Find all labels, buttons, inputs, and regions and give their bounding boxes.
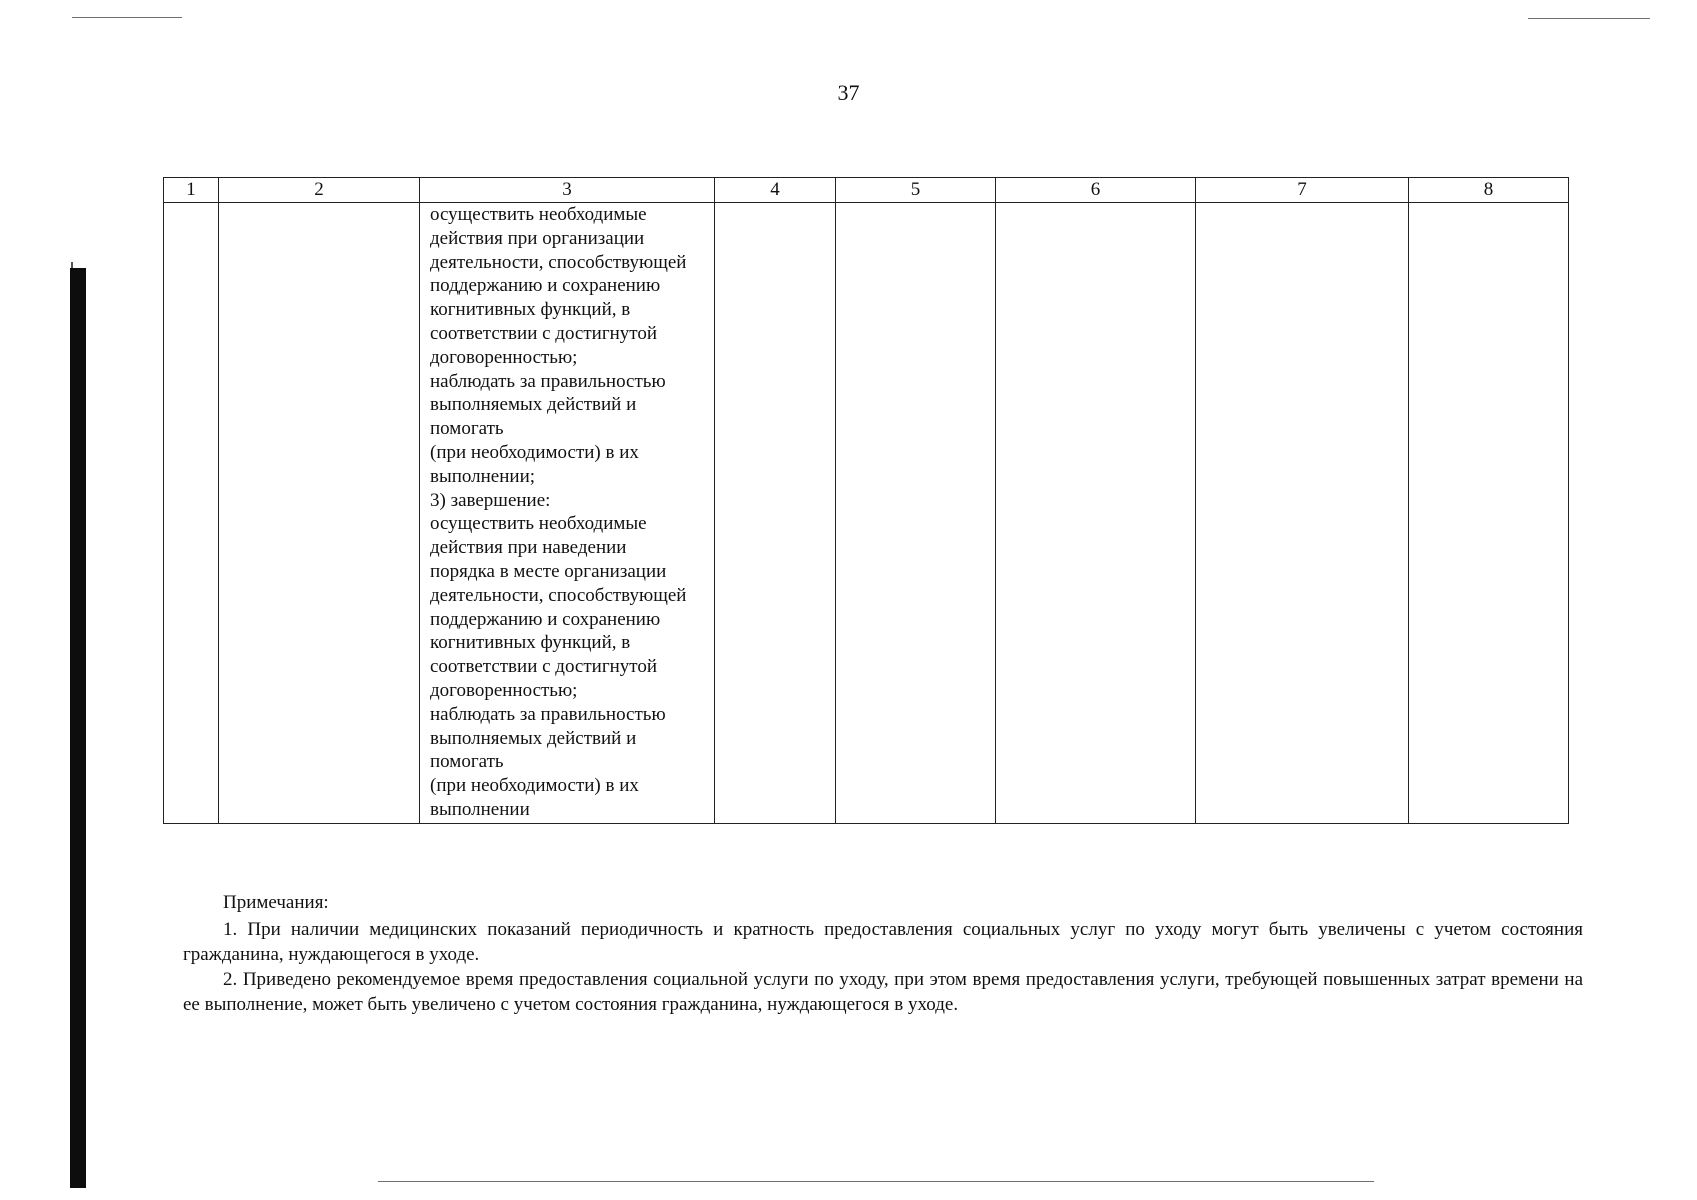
cell-col-4: [715, 203, 836, 824]
scan-edge-bottom: [378, 1181, 1374, 1182]
services-table: [163, 177, 1569, 824]
note-item-1: 1. При наличии медицинских показаний периодичность и кратность предоставления социальных услуг по уходу могут быть увеличены с учетом состояния гражданина, нуждающегося в уходе.: [183, 919, 1583, 965]
cell-col-3: [420, 203, 715, 824]
page-number: 37: [837, 80, 860, 105]
notes-title: Примечания:: [223, 892, 329, 913]
service-description-text: осуществить необходимые действия при организации деятельности, способствующей поддержанию и сохранению когнитивных функций, в соответствии с достигнутой договоренностью; наблюдать за правильностью выполняемых действий и помогать (при необходимости) в их выполнении; 3) завершение: осуществить необходимые действия при наведении порядка в месте организации деятельности, способствующей поддержанию и сохранению когнитивных функций, в соответствии с достигнутой договоренностью; наблюдать за правильностью выполняемых действий и помогать (при необходимости) в их выполнении: [430, 204, 687, 820]
column-header-4: 4: [715, 178, 836, 203]
scan-edge-top-left: [72, 17, 182, 18]
column-header-7: 7: [1196, 178, 1409, 203]
cell-col-2: [219, 203, 420, 824]
column-header-6: 6: [996, 178, 1196, 203]
cell-col-7: [1196, 203, 1409, 824]
scan-edge-top-right: [1528, 18, 1650, 19]
notes-section: [183, 890, 1583, 1017]
column-header-8: 8: [1409, 178, 1569, 203]
column-header-3: 3: [420, 178, 715, 203]
note-item-2: 2. Приведено рекомендуемое время предоставления социальной услуги по уходу, при этом время предоставления услуги, требующей повышенных затрат времени на ее выполнение, может быть увеличено с учетом состояния гражданина, нуждающегося в уходе.: [183, 969, 1583, 1015]
cell-col-5: [836, 203, 996, 824]
cell-col-8: [1409, 203, 1569, 824]
column-header-5: 5: [836, 178, 996, 203]
column-header-2: 2: [219, 178, 420, 203]
cell-col-6: [996, 203, 1196, 824]
cell-col-1: [164, 203, 219, 824]
scan-edge-left-bar: [70, 268, 86, 1188]
column-header-1: 1: [164, 178, 219, 203]
table-row: [164, 203, 1569, 824]
table-header-row: [164, 178, 1569, 203]
